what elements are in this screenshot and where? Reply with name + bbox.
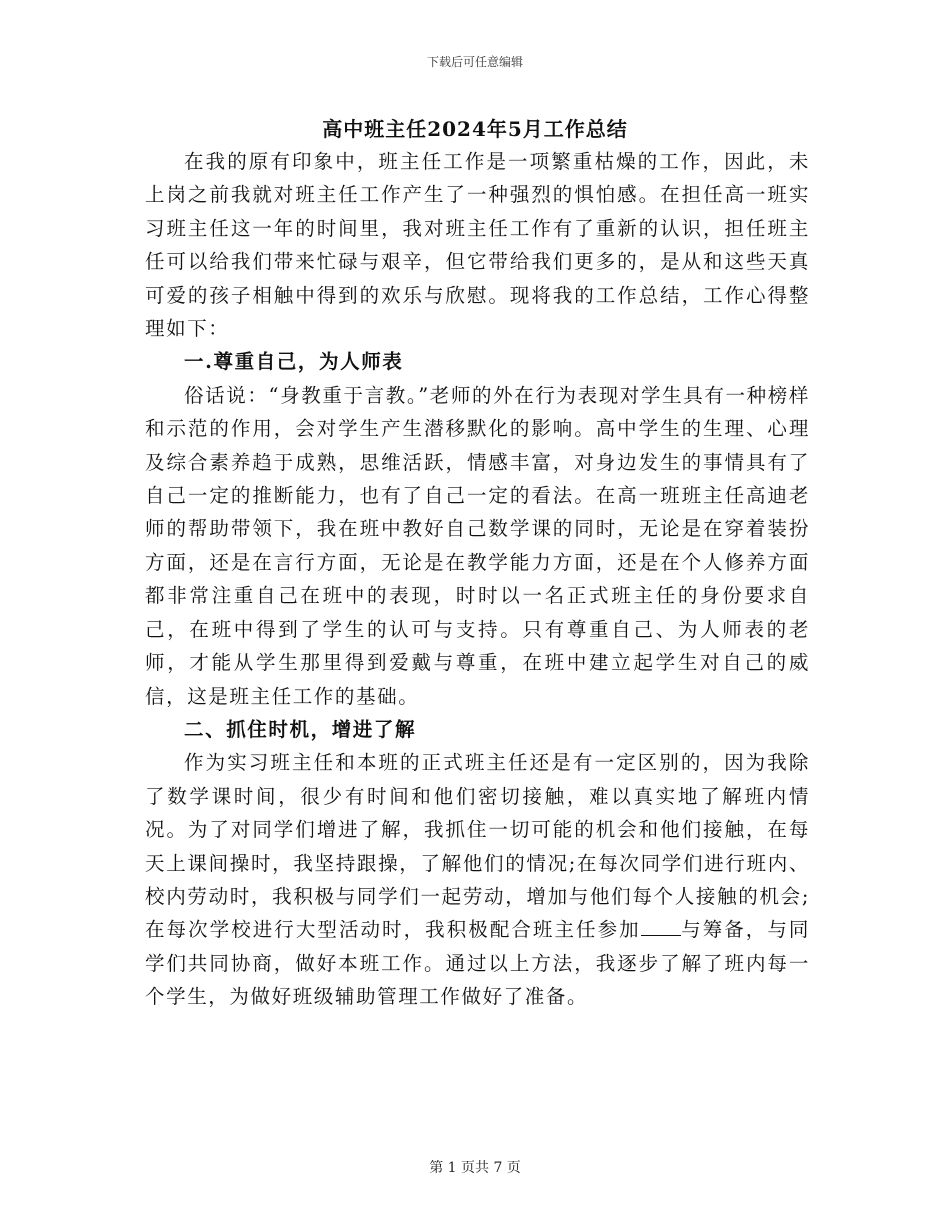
intro-paragraph: 在我的原有印象中，班主任工作是一项繁重枯燥的工作，因此，未上岗之前我就对班主任工作产生了一种强烈的惧怕感。在担任高一班实习班主任这一年的时间里，我对班主任工作有了重新的认识，担任班主任可以给我们带来忙碌与艰辛，但它带给我们更多的，是从和这些天真可爱的孩子相触中得到的欢乐与欣慰。现将我的工作总结，工作心得整理如下： [145, 150, 810, 341]
document-title: 高中班主任2024年5月工作总结 [322, 117, 628, 141]
section-2-text-part2: 与筹备，与同学们共同协商，做好本班工作。通过以上方法，我逐步了解了班内每一个学生，为做好班级辅助管理工作做好了准备。 [145, 918, 810, 1009]
section-1-heading: 一.尊重自己，为人师表 [184, 350, 404, 374]
section-2-paragraph [145, 746, 810, 1013]
section-2-heading: 二、抓住时机，增进了解 [184, 717, 417, 741]
page-footer: 第 1 页共 7 页 [429, 1160, 521, 1176]
fill-in-blank [641, 917, 681, 936]
section-2-text-part1: 作为实习班主任和本班的正式班主任还是有一定区别的，因为我除了数学课时间，很少有时间和他们密切接触，难以真实地了解班内情况。为了对同学们增进了解，我抓住一切可能的机会和他们接触，在每天上课间操时，我坚持跟操，了解他们的情况;在每次同学们进行班内、校内劳动时，我积极与同学们一起劳动，增加与他们每个人接触的机会;在每次学校进行大型活动时，我积极配合班主任参加 [145, 751, 810, 942]
document-body [145, 145, 810, 1014]
section-1-paragraph: 俗话说：“身教重于言教。”老师的外在行为表现对学生具有一种榜样和示范的作用，会对学生产生潜移默化的影响。高中学生的生理、心理及综合素养趋于成熟，思维活跃，情感丰富，对身边发生的事情具有了自己一定的推断能力，也有了自己一定的看法。在高一班班主任高迪老师的帮助带领下，我在班中教好自己数学课的同时，无论是在穿着装扮方面，还是在言行方面，无论是在教学能力方面，还是在个人修养方面都非常注重自己在班中的表现，时时以一名正式班主任的身份要求自己，在班中得到了学生的认可与支持。只有尊重自己、为人师表的老师，才能从学生那里得到爱戴与尊重，在班中建立起学生对自己的威信，这是班主任工作的基础。 [145, 383, 810, 708]
page-header: 下载后可任意编辑 [426, 55, 523, 69]
